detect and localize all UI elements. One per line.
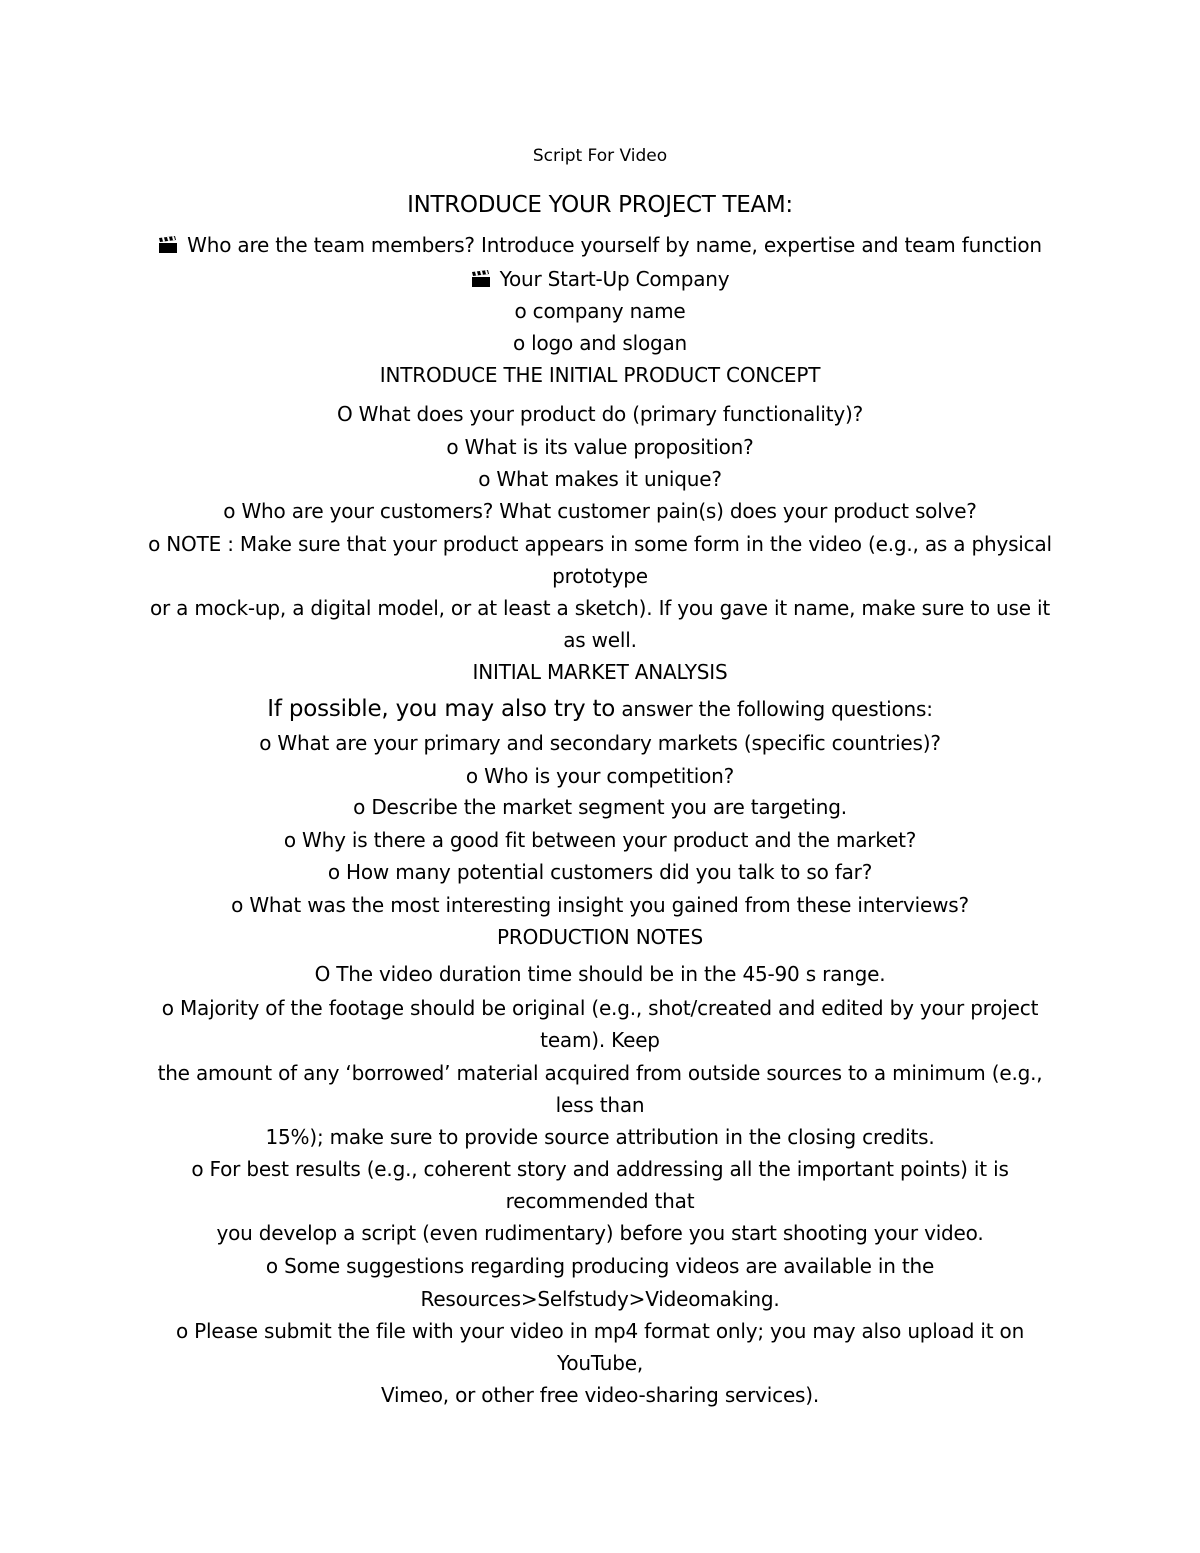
production-line: Vimeo, or other free video-sharing services). [380,1383,820,1407]
production-line: team). Keep [540,1028,660,1052]
team-line-company [0,266,1200,292]
concept-line: or a mock-up, a digital model, or at least a sketch). If you gave it name, make sure to use it [149,596,1051,620]
team-line-members [0,232,1200,258]
concept-line: o Who are your customers? What customer pain(s) does your product solve? [223,499,977,523]
production-line: o Please submit the file with your video in mp4 format only; you may also upload it on [175,1319,1025,1343]
production-line: YouTube, [556,1351,644,1375]
team-company-text: Your Start-Up Company [499,267,730,291]
production-line: O The video duration time should be in the 45-90 s range. [314,962,886,986]
production-line: recommended that [505,1189,695,1213]
production-line: o Some suggestions regarding producing videos are available in the [265,1254,935,1278]
team-members-text: Who are the team members? Introduce yourself by name, expertise and team function [187,233,1042,257]
document-title: Script For Video [532,146,668,166]
concept-line: prototype [552,564,648,588]
market-line: o What are your primary and secondary markets (specific countries)? [259,731,941,755]
concept-line: o NOTE : Make sure that your product appears in some form in the video (e.g., as a physical [148,532,1052,556]
team-heading: INTRODUCE YOUR PROJECT TEAM: [407,192,793,218]
market-heading: INITIAL MARKET ANALYSIS [472,660,728,684]
concept-line: o What is its value proposition? [446,435,754,459]
production-line: the amount of any ‘borrowed’ material acquired from outside sources to a minimum (e.g., [157,1061,1043,1085]
production-line: o For best results (e.g., coherent story and addressing all the important points) it is [191,1157,1009,1181]
market-intro-large: If possible, you may also try to [267,696,616,722]
market-line: o What was the most interesting insight you gained from these interviews? [231,893,969,917]
production-heading: PRODUCTION NOTES [497,925,703,949]
concept-heading: INTRODUCE THE INITIAL PRODUCT CONCEPT [379,363,821,387]
production-line: o Majority of the footage should be original (e.g., shot/created and edited by your project [161,996,1039,1020]
market-line: o Why is there a good fit between your product and the market? [283,828,917,852]
team-line-logo: o logo and slogan [512,331,688,355]
concept-line: o What makes it unique? [478,467,722,491]
concept-line: as well. [563,628,637,652]
concept-line: O What does your product do (primary functionality)? [336,402,864,426]
team-line-company-name: o company name [514,299,686,323]
market-line: o Who is your competition? [465,764,735,788]
production-line: 15%); make sure to provide source attribution in the closing credits. [265,1125,935,1149]
production-line: Resources>Selfstudy>Videomaking. [420,1287,780,1311]
production-line: less than [555,1093,645,1117]
clapperboard-icon [471,270,491,288]
clapperboard-icon [158,236,178,254]
market-intro [0,696,1200,722]
market-intro-small: answer the following questions: [615,697,933,721]
production-line: you develop a script (even rudimentary) before you start shooting your video. [216,1221,984,1245]
market-line: o Describe the market segment you are targeting. [353,795,847,819]
market-line: o How many potential customers did you talk to so far? [327,860,873,884]
